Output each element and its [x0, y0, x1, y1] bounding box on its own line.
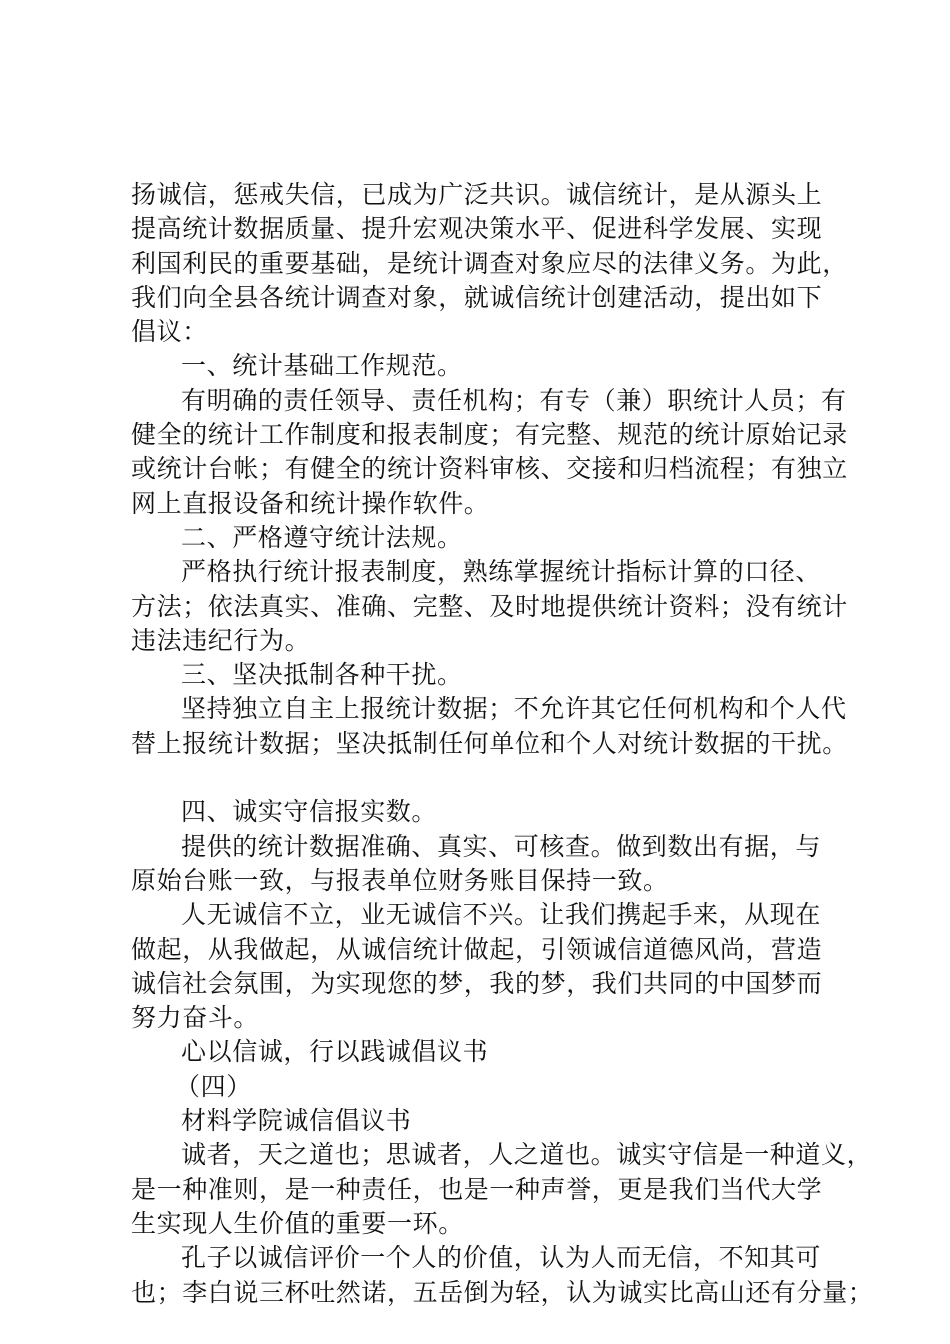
text-line: 坚持独立自主上报统计数据；不允许其它任何机构和个人代	[181, 694, 847, 724]
text-line: 生实现人生价值的重要一环。	[131, 1208, 464, 1238]
subtitle-line: 心以信诚，行以践诚倡议书	[181, 1037, 489, 1067]
text-line: 倡议：	[131, 317, 208, 347]
section-heading-4: 四、诚实守信报实数。	[181, 797, 438, 827]
text-line: 提供的统计数据准确、真实、可核查。做到数出有据，与	[181, 831, 822, 861]
text-line: 扬诚信，惩戒失信，已成为广泛共识。诚信统计，是从源头上	[131, 180, 823, 209]
section-heading-3: 三、坚决抵制各种干扰。	[181, 660, 463, 690]
subtitle-number: （四）	[175, 1071, 252, 1101]
text-line: 诚信社会氛围，为实现您的梦，我的梦，我们共同的中国梦而	[131, 968, 823, 998]
text-line: 健全的统计工作制度和报表制度；有完整、规范的统计原始记录	[131, 420, 848, 450]
text-line: 诚者，天之道也；思诚者，人之道也。诚实守信是一种道义，	[181, 1140, 873, 1170]
text-line: 严格执行统计报表制度，熟练掌握统计指标计算的口径、	[181, 557, 822, 587]
subtitle-line: 材料学院诚信倡议书	[181, 1106, 412, 1136]
text-line: 替上报统计数据；坚决抵制任何单位和个人对统计数据的干扰。	[131, 728, 848, 758]
text-line: 利国利民的重要基础，是统计调查对象应尽的法律义务。为此，	[131, 248, 848, 278]
text-line: 有明确的责任领导、责任机构；有专（兼）职统计人员；有	[181, 385, 847, 415]
text-line: 努力奋斗。	[131, 1003, 260, 1033]
text-line: 我们向全县各统计调查对象，就诚信统计创建活动，提出如下	[131, 282, 823, 312]
text-line: 是一种准则，是一种责任，也是一种声誉，更是我们当代大学	[131, 1174, 823, 1204]
text-line: 原始台账一致，与报表单位财务账目保持一致。	[131, 865, 669, 895]
blank-line	[131, 761, 831, 795]
section-heading-1: 一、统计基础工作规范。	[181, 351, 463, 381]
text-line: 网上直报设备和统计操作软件。	[131, 488, 490, 518]
text-line: 或统计台帐；有健全的统计资料审核、交接和归档流程；有独立	[131, 454, 848, 484]
section-heading-2: 二、严格遵守统计法规。	[181, 522, 463, 552]
text-line: 违法违纪行为。	[131, 625, 311, 655]
text-line: 做起，从我做起，从诚信统计做起，引领诚信道德风尚，营造	[131, 934, 823, 964]
text-line: 人无诚信不立，业无诚信不兴。让我们携起手来，从现在	[181, 900, 822, 930]
document-body	[131, 178, 874, 1310]
text-line: 孔子以诚信评价一个人的价值，认为人而无信，不知其可	[181, 1243, 822, 1273]
text-line: 方法；依法真实、准确、完整、及时地提供统计资料；没有统计	[131, 591, 848, 621]
text-line: 也；李白说三杯吐然诺，五岳倒为轻，认为诚实比高山还有分量；	[131, 1277, 874, 1307]
text-line: 提高统计数据质量、提升宏观决策水平、促进科学发展、实现	[131, 214, 823, 244]
